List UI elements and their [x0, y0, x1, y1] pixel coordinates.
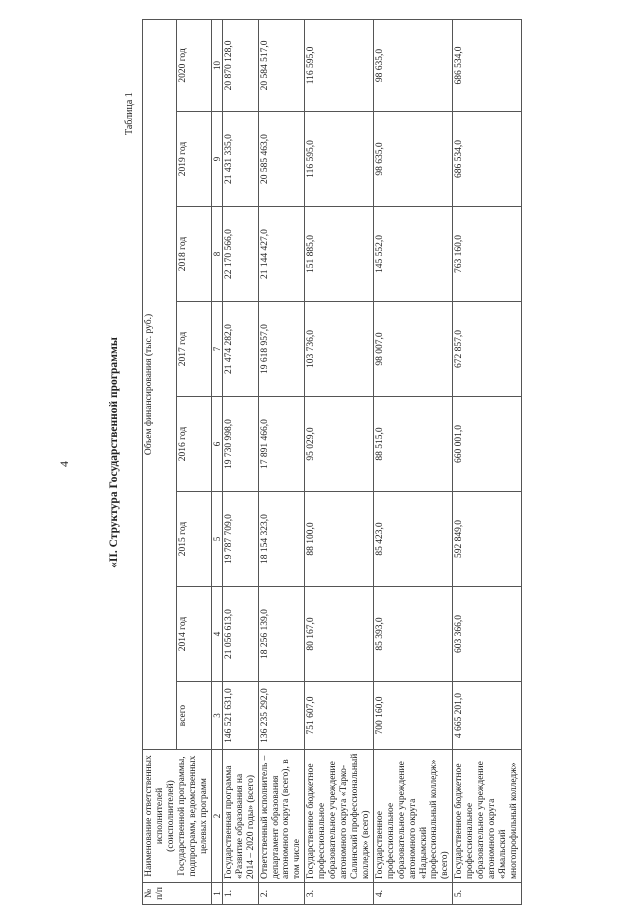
header-year: 2015 год [177, 492, 211, 587]
table-row [305, 19, 374, 904]
column-index: 1 [211, 883, 222, 905]
row-year-value: 85 393,0 [373, 587, 452, 682]
document-title: «II. Структура Государственной программы [108, 337, 120, 568]
row-year-value: 22 170 566,0 [222, 207, 258, 302]
row-year-value: 20 585 463,0 [258, 112, 305, 207]
row-name: Государственная программа «Развитие образования на 2014 – 2020 годы» (всего) [222, 750, 258, 883]
row-year-value: 686 534,0 [453, 19, 522, 111]
row-number: 2. [258, 883, 305, 905]
row-number: 5. [453, 883, 522, 905]
row-year-value: 603 366,0 [453, 587, 522, 682]
row-year-value: 88 100,0 [305, 492, 374, 587]
row-year-value: 98 635,0 [373, 112, 452, 207]
row-year-value: 18 154 323,0 [258, 492, 305, 587]
row-year-value: 103 736,0 [305, 302, 374, 397]
row-year-value: 116 595,0 [305, 19, 374, 111]
row-total-value: 4 665 201,0 [453, 682, 522, 750]
row-number: 1. [222, 883, 258, 905]
row-year-value: 19 618 957,0 [258, 302, 305, 397]
header-no: № п/п [143, 883, 212, 905]
header-year: 2018 год [177, 207, 211, 302]
row-year-value: 116 595,0 [305, 112, 374, 207]
row-year-value: 88 515,0 [373, 397, 452, 492]
row-name: Ответственный исполнитель – департамент образования автономного округа (всего), в том числе [258, 750, 305, 883]
header-year: 2016 год [177, 397, 211, 492]
header-year: 2014 год [177, 587, 211, 682]
header-year: 2019 год [177, 112, 211, 207]
row-total-value: 751 607,0 [305, 682, 374, 750]
table-row [373, 19, 452, 904]
row-total-value: 700 160,0 [373, 682, 452, 750]
table-row [222, 19, 258, 904]
row-year-value: 592 849,0 [453, 492, 522, 587]
column-index: 10 [211, 19, 222, 111]
row-year-value: 20 870 128,0 [222, 19, 258, 111]
row-total-value: 136 235 292,0 [258, 682, 305, 750]
row-year-value: 85 423,0 [373, 492, 452, 587]
row-name: Государственное бюджетное профессиональное образовательное учреждение автономного округа «Тарко-Салинский профессиональный колледж» (всего) [305, 750, 374, 883]
row-year-value: 151 885,0 [305, 207, 374, 302]
row-year-value: 20 584 517,0 [258, 19, 305, 111]
column-index-row [211, 19, 222, 904]
row-number: 4. [373, 883, 452, 905]
row-year-value: 145 552,0 [373, 207, 452, 302]
row-year-value: 98 007,0 [373, 302, 452, 397]
row-year-value: 21 056 613,0 [222, 587, 258, 682]
row-year-value: 17 891 466,0 [258, 397, 305, 492]
header-year: 2017 год [177, 302, 211, 397]
table-row [453, 19, 522, 904]
header-total: всего [177, 682, 211, 750]
row-year-value: 95 029,0 [305, 397, 374, 492]
row-year-value: 98 635,0 [373, 19, 452, 111]
table-row [258, 19, 305, 904]
column-index: 6 [211, 397, 222, 492]
column-index: 3 [211, 682, 222, 750]
row-year-value: 19 787 709,0 [222, 492, 258, 587]
row-year-value: 672 857,0 [453, 302, 522, 397]
header-name: Наименование ответственных исполнителей (соисполнителей) Государственной программы, подпрограмм, ведомственных целевых программ [143, 750, 212, 883]
row-year-value: 18 256 139,0 [258, 587, 305, 682]
row-name: Государственное бюджетное профессиональное образовательное учреждение автономного округа «Ямальский многопрофильный колледж» [453, 750, 522, 883]
column-index: 8 [211, 207, 222, 302]
page-number: 4 [57, 461, 71, 467]
row-total-value: 146 521 631,0 [222, 682, 258, 750]
header-funding-group: Объем финансирования (тыс. руб.) [143, 19, 177, 749]
row-year-value: 21 474 282,0 [222, 302, 258, 397]
row-year-value: 19 730 998,0 [222, 397, 258, 492]
row-number: 3. [305, 883, 374, 905]
row-year-value: 686 534,0 [453, 112, 522, 207]
funding-table [142, 19, 522, 905]
header-year: 2020 год [177, 19, 211, 111]
column-index: 2 [211, 750, 222, 883]
column-index: 9 [211, 112, 222, 207]
row-year-value: 21 431 335,0 [222, 112, 258, 207]
column-index: 7 [211, 302, 222, 397]
column-index: 4 [211, 587, 222, 682]
row-year-value: 21 144 427,0 [258, 207, 305, 302]
row-year-value: 80 167,0 [305, 587, 374, 682]
column-index: 5 [211, 492, 222, 587]
header-row-1 [143, 19, 177, 904]
table-label: Таблица 1 [124, 92, 135, 135]
row-year-value: 660 001,0 [453, 397, 522, 492]
row-name: Государственное профессиональное образовательное учреждение автономного округа «Надымский профессиональный колледж» (всего) [373, 750, 452, 883]
row-year-value: 763 160,0 [453, 207, 522, 302]
